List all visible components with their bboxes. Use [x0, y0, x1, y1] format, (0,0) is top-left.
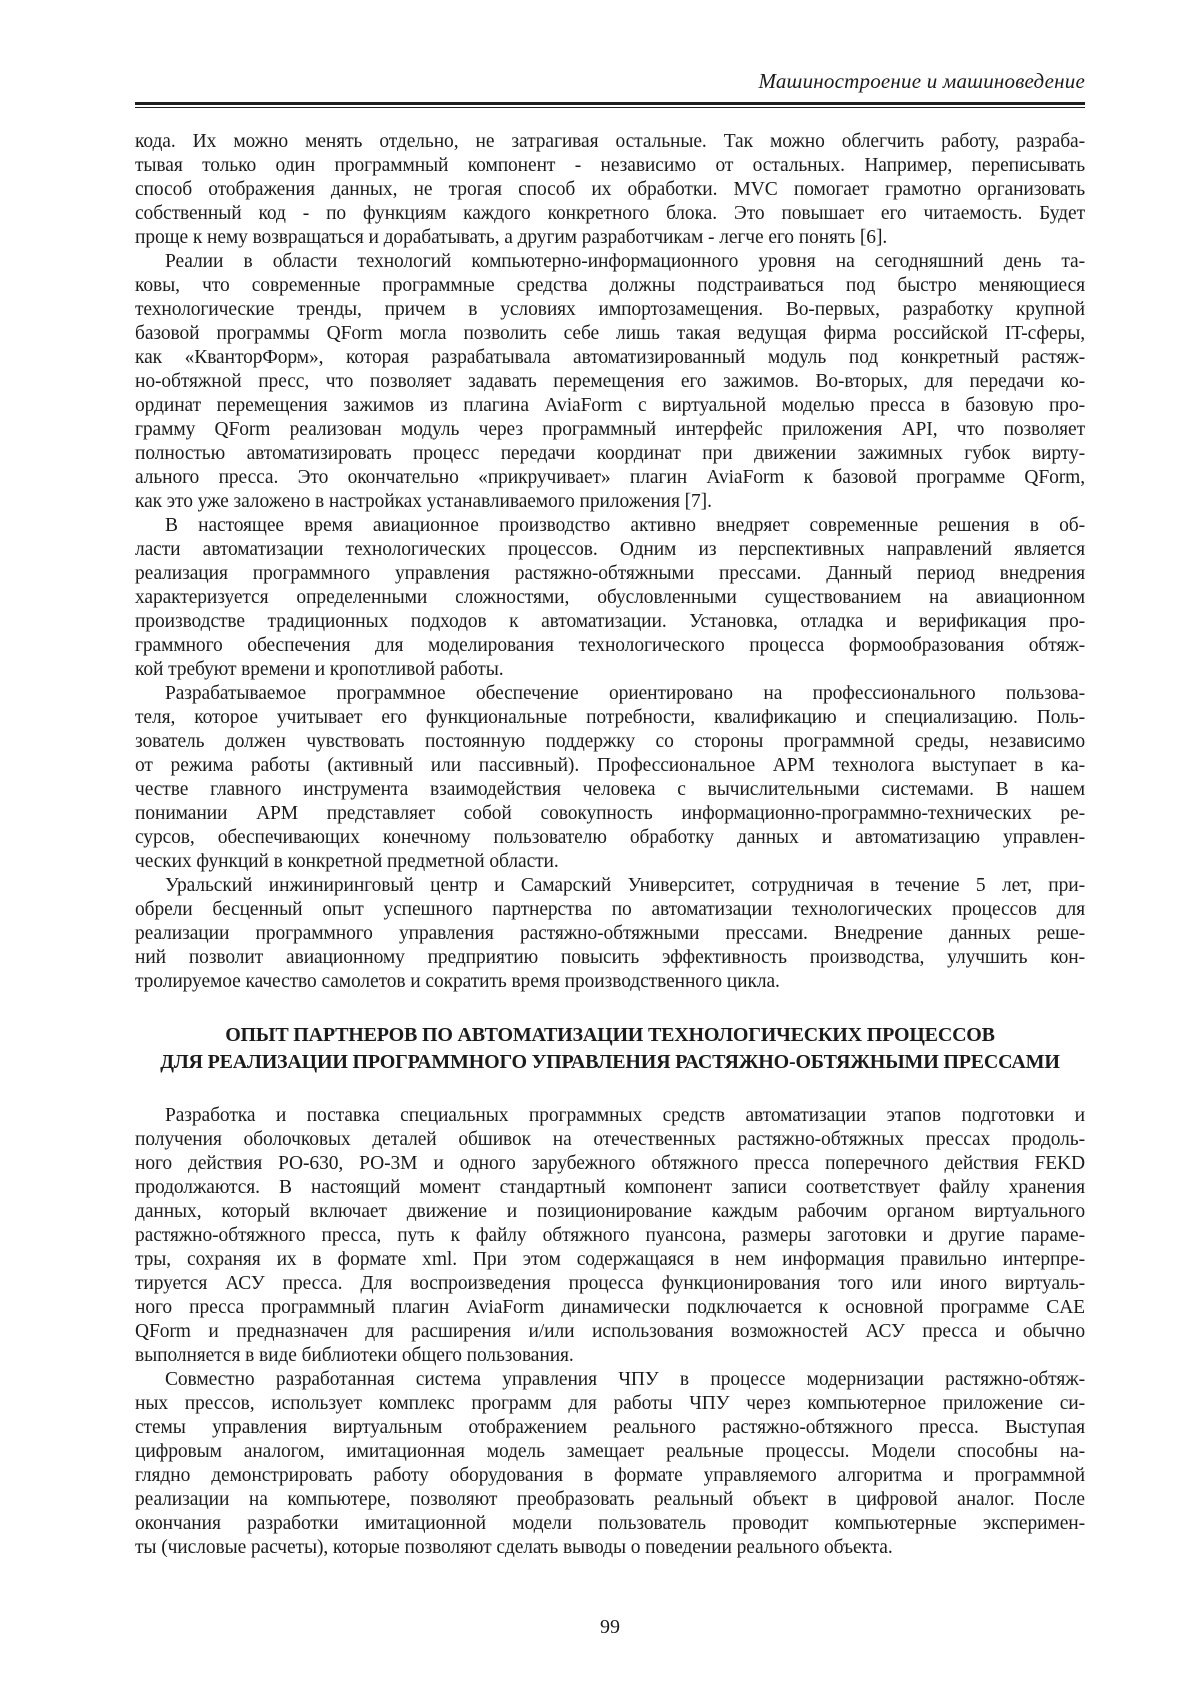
text-line: кой требуют времени и кропотливой работы.	[135, 659, 504, 680]
text-line: кода. Их можно менять отдельно, не затрагивая остальные. Так можно облегчить работу, разраба-	[135, 131, 1085, 152]
paragraph	[135, 1368, 1085, 1560]
paragraph	[135, 1104, 1085, 1368]
text-line: тывая только один программный компонент - независимо от остальных. Например, переписывать	[135, 155, 1085, 176]
text-line: теля, которое учитывает его функциональные потребности, квалификацию и специализацию. Поль-	[135, 707, 1085, 728]
paragraph	[135, 514, 1085, 682]
running-title: Машиностроение и машиноведение	[758, 69, 1085, 93]
text-line: ального пресса. Это окончательно «прикручивает» плагин AviaForm к базовой программе QForm,	[135, 467, 1085, 488]
header-rule	[135, 102, 1085, 108]
text-line: реализация программного управления растяжно-обтяжными прессами. Данный период внедрения	[135, 563, 1085, 584]
text-line: как это уже заложено в настройках устанавливаемого приложения [7].	[135, 491, 712, 512]
text-line: ординат перемещения зажимов из плагина AviaForm с виртуальной моделью пресса в базовую про-	[135, 395, 1085, 416]
text-line: технологические тренды, причем в условиях импортозамещения. Во-первых, разработку крупной	[135, 299, 1085, 320]
text-line: ных прессов, использует комплекс программ для работы ЧПУ через компьютерное приложение си-	[135, 1393, 1085, 1414]
text-line: ковы, что современные программные средства должны подстраиваться под быстро меняющиеся	[135, 275, 1085, 296]
text-line: ний позволит авиационному предприятию повысить эффективность производства, улучшить кон-	[135, 947, 1085, 968]
paragraph	[135, 130, 1085, 250]
text-line: Реалии в области технологий компьютерно-информационного уровня на сегодняшний день та-	[165, 251, 1085, 272]
text-line: честве главного инструмента взаимодействия человека с вычислительными системами. В нашем	[135, 779, 1085, 800]
text-line: граммного обеспечения для моделирования технологического процесса формообразования обтяж-	[135, 635, 1085, 656]
text-line: продолжаются. В настоящий момент стандартный компонент записи соответствует файлу хранения	[135, 1177, 1085, 1198]
text-line: тры, сохраняя их в формате xml. При этом содержащаяся в нем информация правильно интерпре-	[135, 1249, 1085, 1270]
paragraph	[135, 250, 1085, 514]
article-body	[135, 130, 1085, 1560]
text-line: реализации программного управления растяжно-обтяжными прессами. Внедрение данных реше-	[135, 923, 1085, 944]
text-line: Разработка и поставка специальных программных средств автоматизации этапов подготовки и	[165, 1105, 1085, 1126]
text-line: собственный код - по функциям каждого конкретного блока. Это повышает его читаемость. Будет	[135, 203, 1085, 224]
text-line: глядно демонстрировать работу оборудования в формате управляемого алгоритма и программной	[135, 1465, 1085, 1486]
text-line: окончания разработки имитационной модели пользователь проводит компьютерные эксперимен-	[135, 1513, 1085, 1534]
text-line: базовой программы QForm могла позволить себе лишь такая ведущая фирма российской IT-сферы,	[135, 323, 1085, 344]
text-line: цифровым аналогом, имитационная модель замещает реальные процессы. Модели способны на-	[135, 1441, 1085, 1462]
text-line: от режима работы (активный или пассивный). Профессиональное АРМ технолога выступает в ка-	[135, 755, 1085, 776]
text-line: ческих функций в конкретной предметной области.	[135, 851, 559, 872]
text-line: грамму QForm реализован модуль через программный интерфейс приложения API, что позволяет	[135, 419, 1085, 440]
text-line: но-обтяжной пресс, что позволяет задавать перемещения его зажимов. Во-вторых, для передачи ко-	[135, 371, 1085, 392]
text-line: характеризуется определенными сложностями, обусловленными существованием на авиационном	[135, 587, 1085, 608]
text-line: производстве традиционных подходов к автоматизации. Установка, отладка и верификация про-	[135, 611, 1085, 632]
text-line: обрели бесценный опыт успешного партнерства по автоматизации технологических процессов для	[135, 899, 1085, 920]
text-line: ласти автоматизации технологических процессов. Одним из перспективных направлений является	[135, 539, 1085, 560]
text-line: полностью автоматизировать процесс передачи координат при движении зажимных губок вирту-	[135, 443, 1085, 464]
page-number: 99	[600, 1616, 620, 1638]
text-line: реализации на компьютере, позволяют преобразовать реальный объект в цифровой аналог. После	[135, 1489, 1085, 1510]
text-line: выполняется в виде библиотеки общего пользования.	[135, 1345, 574, 1366]
text-line: зователь должен чувствовать постоянную поддержку со стороны программной среды, независимо	[135, 731, 1085, 752]
text-line: сурсов, обеспечивающих конечному пользователю обработку данных и автоматизацию управлен-	[135, 827, 1085, 848]
text-line: тируется АСУ пресса. Для воспроизведения процесса функционирования того или иного виртуаль-	[135, 1273, 1085, 1294]
text-line: проще к нему возвращаться и дорабатывать, а другим разработчикам - легче его понять [6].	[135, 227, 888, 248]
text-line: Разрабатываемое программное обеспечение ориентировано на профессионального пользова-	[165, 683, 1085, 704]
text-line: QForm и предназначен для расширения и/или использования возможностей АСУ пресса и обычно	[135, 1321, 1085, 1342]
text-line: В настоящее время авиационное производство активно внедряет современные решения в об-	[165, 515, 1085, 536]
heading-line: ОПЫТ ПАРТНЕРОВ ПО АВТОМАТИЗАЦИИ ТЕХНОЛОГИЧЕСКИХ ПРОЦЕССОВ	[225, 1024, 995, 1046]
section-heading	[135, 1022, 1085, 1076]
text-line: способ отображения данных, не трогая способ их обработки. MVC помогает грамотно организовать	[135, 179, 1085, 200]
text-line: растяжно-обтяжного пресса, путь к файлу обтяжного пуансона, размеры заготовки и другие параме-	[135, 1225, 1085, 1246]
text-line: получения оболочковых деталей обшивок на отечественных растяжно-обтяжных прессах продоль-	[135, 1129, 1085, 1150]
text-line: как «КванторФорм», которая разрабатывала автоматизированный модуль под конкретный растяж-	[135, 347, 1085, 368]
text-line: ты (числовые расчеты), которые позволяют сделать выводы о поведении реального объекта.	[135, 1537, 893, 1558]
paragraph	[135, 874, 1085, 994]
text-line: стемы управления виртуальным отображением реального растяжно-обтяжного пресса. Выступая	[135, 1417, 1085, 1438]
text-line: данных, который включает движение и позиционирование каждым рабочим органом виртуального	[135, 1201, 1085, 1222]
text-line: ного пресса программный плагин AviaForm динамически подключается к основной программе CAE	[135, 1297, 1085, 1318]
heading-line: ДЛЯ РЕАЛИЗАЦИИ ПРОГРАММНОГО УПРАВЛЕНИЯ РАСТЯЖНО-ОБТЯЖНЫМИ ПРЕССАМИ	[160, 1051, 1060, 1073]
running-header	[135, 68, 1085, 108]
text-line: Уральский инжиниринговый центр и Самарский Университет, сотрудничая в течение 5 лет, при-	[165, 875, 1085, 896]
text-line: Совместно разработанная система управления ЧПУ в процессе модернизации растяжно-обтяж-	[165, 1369, 1085, 1390]
text-line: ного действия РО-630, РО-3М и одного зарубежного обтяжного пресса поперечного действия FEKD	[135, 1153, 1085, 1174]
text-line: понимании АРМ представляет собой совокупность информационно-программно-технических ре-	[135, 803, 1085, 824]
text-line: тролируемое качество самолетов и сократить время производственного цикла.	[135, 971, 780, 992]
paragraph	[135, 682, 1085, 874]
